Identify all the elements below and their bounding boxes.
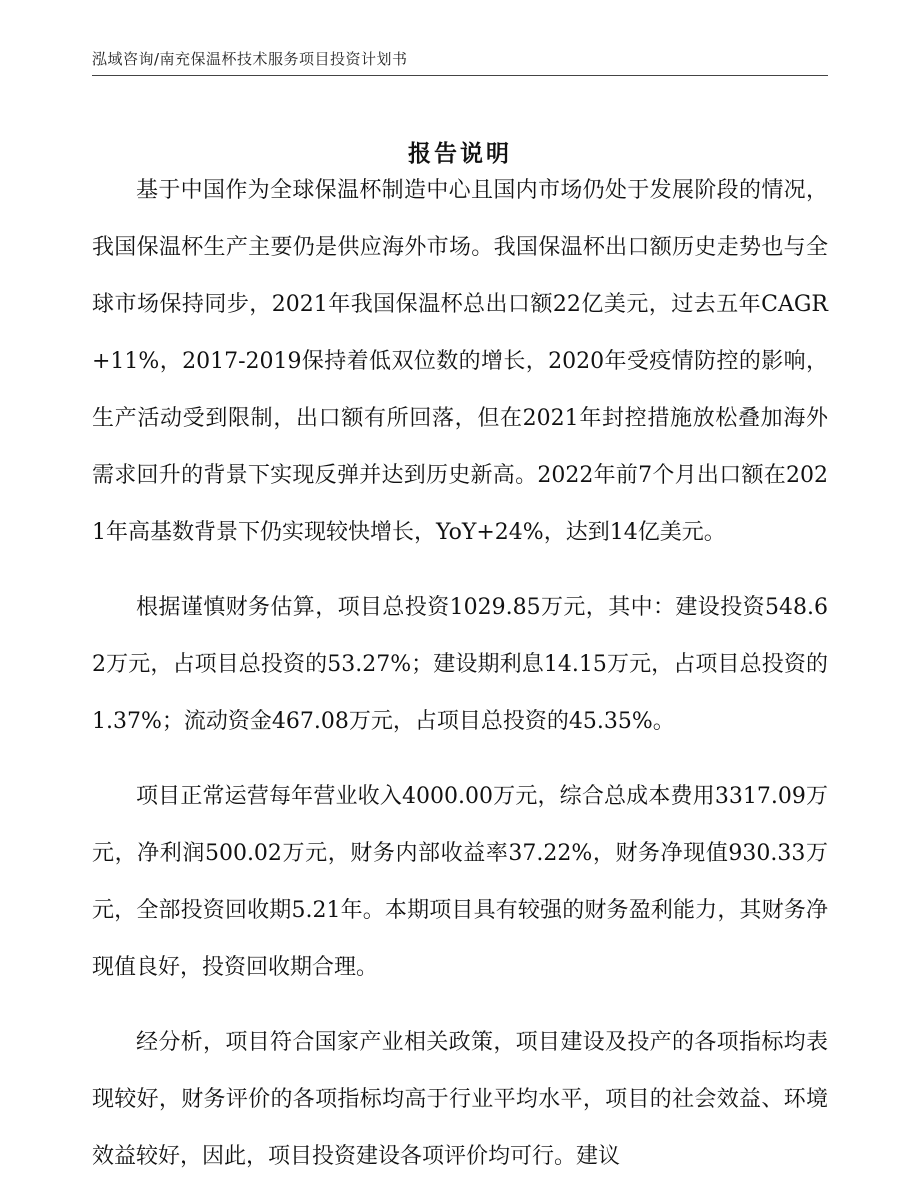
section-title: 报告说明 [408, 141, 512, 168]
paragraph-conclusion: 经分析，项目符合国家产业相关政策，项目建设及投产的各项指标均表现较好，财务评价的各项指标均高于行业平均水平，项目的社会效益、环境效益较好，因此，项目投资建设各项评价均可行。建议 [92, 1030, 828, 1169]
body-text [92, 162, 828, 1203]
paragraph-investment-estimate: 根据谨慎财务估算，项目总投资1029.85万元，其中：建设投资548.62万元，占项目总投资的53.27%；建设期利息14.15万元，占项目总投资的1.37%；流动资金467.08万元，占项目总投资的45.35%。 [92, 595, 828, 734]
paragraph-financial-returns: 项目正常运营每年营业收入4000.00万元，综合总成本费用3317.09万元，净利润500.02万元，财务内部收益率37.22%，财务净现值930.33万元，全部投资回收期5.21年。本期项目具有较强的财务盈利能力，其财务净现值良好，投资回收期合理。 [92, 784, 828, 980]
paragraph-market-background: 基于中国作为全球保温杯制造中心且国内市场仍处于发展阶段的情况，我国保温杯生产主要仍是供应海外市场。我国保温杯出口额历史走势也与全球市场保持同步，2021年我国保温杯总出口额22亿美元，过去五年CAGR+11%，2017-2019保持着低双位数的增长，2020年受疫情防控的影响，生产活动受到限制，出口额有所回落，但在2021年封控措施放松叠加海外需求回升的背景下实现反弹并达到历史新高。2022年前7个月出口额在2021年高基数背景下仍实现较快增长，YoY+24%，达到14亿美元。 [92, 178, 828, 545]
running-header: 泓域咨询/南充保温杯技术服务项目投资计划书 [92, 50, 408, 68]
header-divider [92, 75, 828, 76]
